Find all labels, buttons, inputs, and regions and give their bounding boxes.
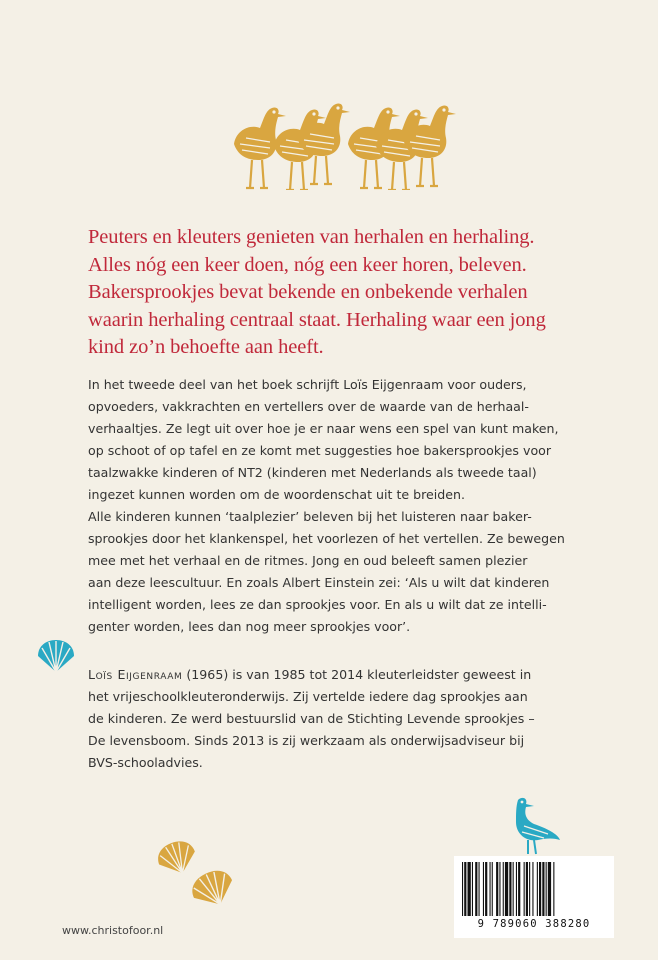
barcode-bar: [485, 862, 487, 916]
barcode-bar: [537, 862, 538, 916]
author-bio: [88, 664, 588, 774]
author-name: Loïs Eijgenraam: [88, 667, 183, 682]
body-line: verhaaltjes. Ze legt uit over hoe je er naar wens een spel van kunt maken,: [88, 421, 559, 436]
barcode-bar: [532, 862, 533, 916]
barcode-bar: [516, 862, 517, 916]
body-line: opvoeders, vakkrachten en vertellers over de waarde van de herhaal-: [88, 399, 529, 414]
body-line: op schoot of op tafel en ze komt met suggesties hoe bakersprookjes voor: [88, 443, 552, 458]
barcode-bar: [539, 862, 541, 916]
lead-line: kind zo’n behoefte aan heeft.: [88, 336, 324, 358]
barcode-bar: [529, 862, 530, 916]
shell-icon: [36, 638, 76, 674]
barcode-bar: [499, 862, 500, 916]
barcode-bar: [548, 862, 551, 916]
bird-row-illustration: [232, 100, 462, 190]
body-line: Alle kinderen kunnen ‘taalplezier’ beleven bij het luisteren naar baker-: [88, 509, 532, 524]
barcode-bar: [464, 862, 466, 916]
publisher-url[interactable]: www.christofoor.nl: [62, 924, 164, 937]
bio-line: de kinderen. Ze werd bestuurslid van de Stichting Levende sprookjes –: [88, 711, 535, 726]
barcode-number: 9 789060 388280: [477, 918, 591, 930]
barcode-bar: [503, 862, 504, 916]
shell-icon: [190, 870, 236, 908]
barcode-bar: [483, 862, 484, 916]
body-line: aan deze leescultuur. En zoals Albert Einstein zei: ‘Als u wilt dat kinderen: [88, 575, 550, 590]
barcode-bar: [518, 862, 520, 916]
barcode-bar: [509, 862, 511, 916]
bird-icon: [504, 794, 562, 856]
bird-row-icon: [232, 100, 462, 190]
barcode-bar: [490, 862, 491, 916]
lead-line: Peuters en kleuters genieten van herhalen en herhaling.: [88, 226, 535, 248]
barcode-bar: [524, 862, 525, 916]
barcode-bar: [475, 862, 477, 916]
lead-line: waarin herhaling centraal staat. Herhaling waar een jong: [88, 308, 546, 331]
barcode-bar: [542, 862, 544, 916]
barcode-bar: [472, 862, 473, 916]
barcode-bar: [526, 862, 528, 916]
lead-line: Bakersprookjes bevat bekende en onbekende verhalen: [88, 281, 528, 303]
barcode-bar: [505, 862, 508, 916]
barcode-bar: [492, 862, 493, 916]
body-line: intelligent worden, lees ze dan sprookjes voor. En als u wilt dat ze intelli-: [88, 597, 547, 612]
barcode-bar: [462, 862, 463, 916]
body-line: In het tweede deel van het boek schrijft Loïs Eijgenraam voor ouders,: [88, 377, 527, 392]
description-paragraph: [88, 374, 588, 638]
barcode-bars: [460, 862, 608, 918]
body-line: taalzwakke kinderen of NT2 (kinderen met Nederlands als tweede taal): [88, 465, 537, 480]
barcode-bar: [496, 862, 498, 916]
lead-line: Alles nóg een keer doen, nóg een keer horen, beleven.: [88, 253, 527, 276]
barcode-bar: [553, 862, 554, 916]
barcode-bar: [546, 862, 547, 916]
bio-line: (1965) is van 1985 tot 2014 kleuterleidster geweest in: [182, 667, 532, 682]
lead-paragraph: [88, 224, 628, 362]
bio-line: BVS-schooladvies.: [88, 755, 203, 770]
bio-line: De levensboom. Sinds 2013 is zij werkzaam als onderwijsadviseur bij: [88, 733, 525, 748]
bio-first-line: [88, 664, 588, 686]
barcode-bar: [513, 862, 514, 916]
barcode-bar: [468, 862, 471, 916]
body-line: sprookjes door het klankenspel, het voorlezen of het vertellen. Ze bewegen: [88, 531, 565, 546]
body-line: mee met het verhaal en de ritmes. Jong en oud beleeft samen plezier: [88, 553, 528, 568]
bio-line: het vrijeschoolkleuteronderwijs. Zij vertelde iedere dag sprookjes aan: [88, 689, 528, 704]
barcode: [454, 856, 614, 938]
barcode-bar: [479, 862, 480, 916]
body-line: genter worden, lees dan nog meer sprookjes voor’.: [88, 619, 411, 634]
body-line: ingezet kunnen worden om de woordenschat uit te breiden.: [88, 487, 466, 502]
